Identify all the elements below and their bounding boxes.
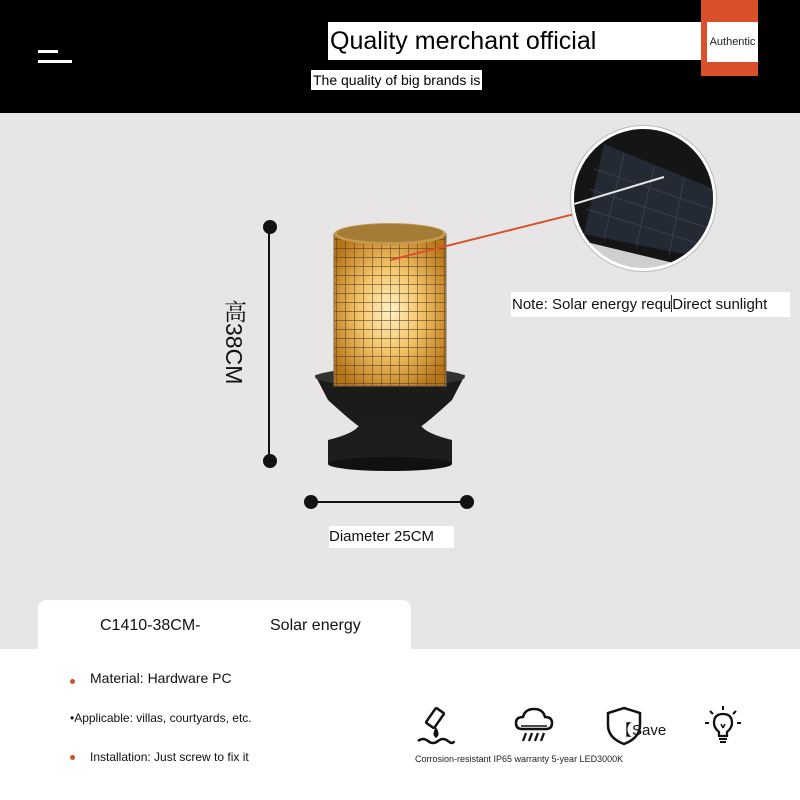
height-dimension-line [268,227,270,461]
authentic-badge [701,0,758,76]
authentic-badge-label: Authentic [707,22,758,62]
model-type: Solar energy [270,617,361,634]
bulb-icon [702,705,744,747]
model-card [38,600,411,660]
height-bottom-dot [263,454,277,468]
spec-applicable: •Applicable: villas, courtyards, etc. [70,711,252,725]
menu-bar-short [38,50,58,53]
menu-bar-long [38,60,72,63]
bullet-dot [70,755,75,760]
menu-icon[interactable] [38,50,72,64]
diameter-dimension-line [312,501,467,503]
diameter-right-dot [460,495,474,509]
height-label: 高38CM [221,300,247,385]
spec-installation: Installation: Just screw to fix it [90,750,249,764]
diameter-label: Diameter 25CM [329,526,454,548]
rain-cloud-icon [513,705,555,747]
height-top-dot [263,220,277,234]
note-text: Note: Solar energy requ [512,296,672,313]
note-sunlight: Direct sunlight [672,296,768,313]
bullet-dot [70,679,75,684]
page-title: Quality merchant official [328,22,749,60]
note-box [511,292,790,317]
corrosion-icon [414,705,456,747]
save-label: 【Save [617,722,667,739]
solar-lamp-image [300,212,480,482]
page-subtitle: The quality of big brands is [313,72,481,88]
solar-panel-closeup [571,126,716,271]
model-code: C1410-38CM- [100,617,201,634]
features-caption: Corrosion-resistant IP65 warranty 5-year LED3000K [415,754,624,764]
spec-material: Material: Hardware PC [90,670,232,686]
